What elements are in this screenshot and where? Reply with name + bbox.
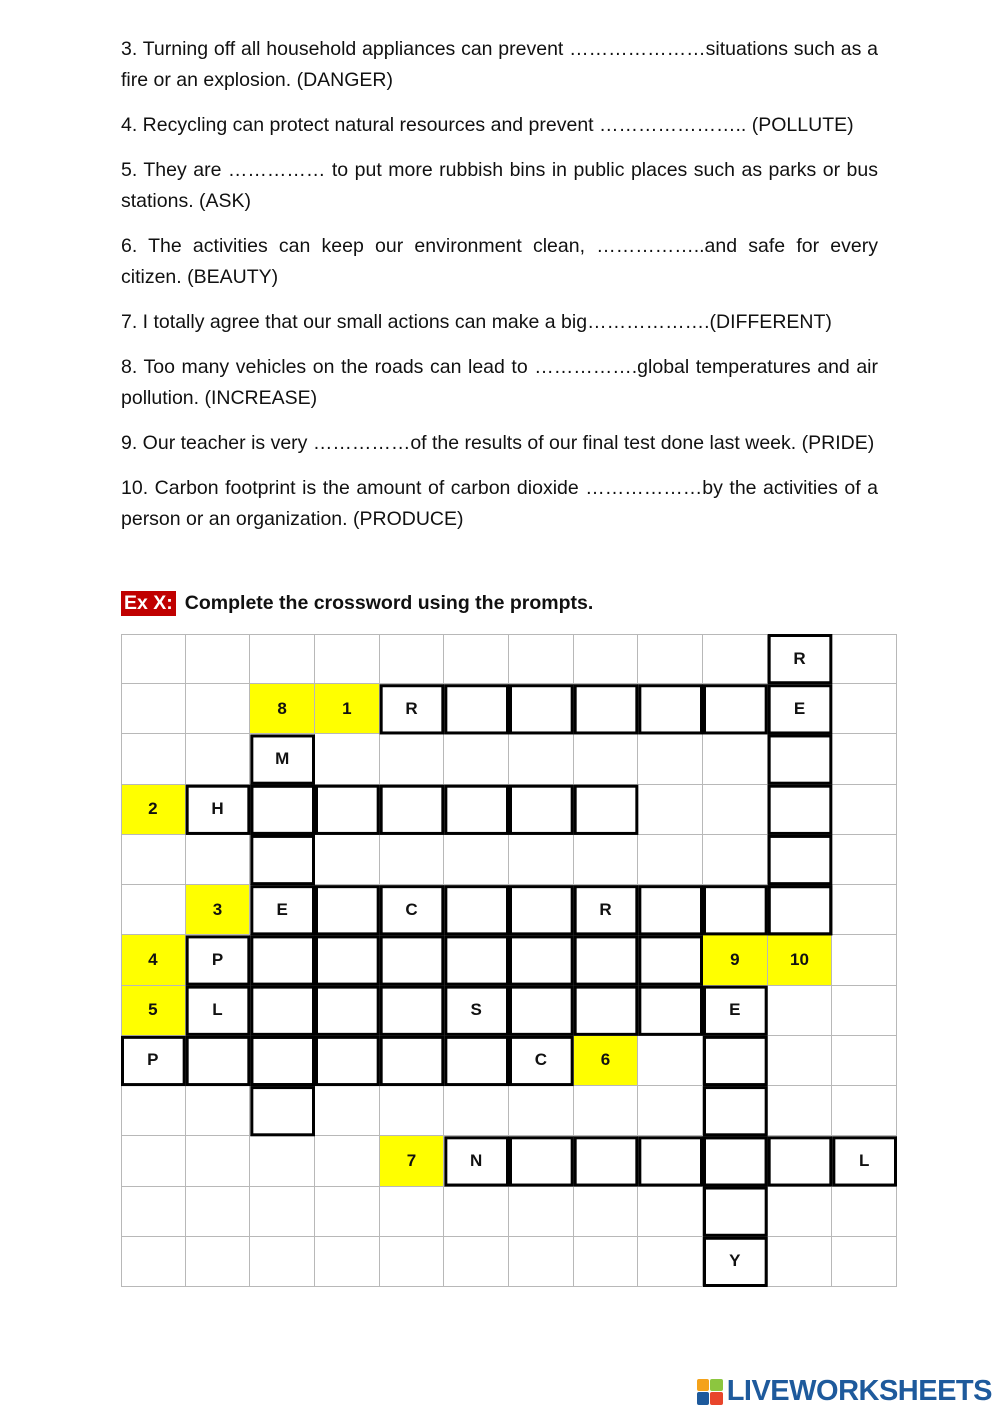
grid-cell	[250, 634, 315, 684]
grid-cell	[509, 1086, 574, 1136]
clue-number-cell: 6	[574, 1036, 639, 1086]
grid-cell	[186, 1187, 251, 1237]
grid-cell	[832, 935, 897, 985]
grid-cell	[574, 1136, 639, 1186]
grid-cell	[186, 835, 251, 885]
grid-cell	[380, 785, 445, 835]
grid-cell	[509, 935, 574, 985]
grid-cell	[315, 885, 380, 935]
grid-cell	[121, 634, 186, 684]
grid-cell	[380, 1086, 445, 1136]
grid-cell	[832, 785, 897, 835]
grid-cell	[121, 885, 186, 935]
grid-cell	[509, 1237, 574, 1287]
grid-cell	[444, 1237, 509, 1287]
letter-cell: E	[250, 885, 315, 935]
grid-cell	[703, 835, 768, 885]
grid-cell	[380, 1187, 445, 1237]
grid-cell	[638, 785, 703, 835]
grid-cell	[638, 684, 703, 734]
grid-cell	[574, 734, 639, 784]
grid-cell	[832, 684, 897, 734]
clue-number-cell: 9	[703, 935, 768, 985]
clue-number-cell: 3	[186, 885, 251, 935]
question-9: 9. Our teacher is very ……………of the results of our final test done last week. (PRIDE)	[121, 432, 875, 454]
grid-cell	[186, 684, 251, 734]
grid-cell	[250, 1136, 315, 1186]
grid-cell	[315, 1136, 380, 1186]
logo-mark-square	[710, 1392, 723, 1405]
grid-cell	[444, 1036, 509, 1086]
grid-cell	[574, 1237, 639, 1287]
grid-cell	[315, 1187, 380, 1237]
grid-cell	[315, 634, 380, 684]
clue-number-cell: 8	[250, 684, 315, 734]
grid-cell	[186, 634, 251, 684]
grid-cell	[832, 734, 897, 784]
grid-cell	[768, 1187, 833, 1237]
clue-number-cell: 7	[380, 1136, 445, 1186]
grid-cell	[574, 835, 639, 885]
grid-cell	[509, 835, 574, 885]
grid-cell	[638, 1237, 703, 1287]
grid-cell	[574, 1187, 639, 1237]
grid-cell	[832, 835, 897, 885]
grid-cell	[768, 835, 833, 885]
grid-cell	[315, 1036, 380, 1086]
grid-cell	[121, 684, 186, 734]
grid-cell	[574, 935, 639, 985]
grid-cell	[444, 1187, 509, 1237]
grid-cell	[509, 1187, 574, 1237]
grid-cell	[574, 684, 639, 734]
grid-cell	[638, 1036, 703, 1086]
clue-number-cell: 5	[121, 986, 186, 1036]
grid-cell	[638, 885, 703, 935]
letter-cell: R	[574, 885, 639, 935]
grid-cell	[444, 634, 509, 684]
grid-cell	[509, 1136, 574, 1186]
grid-cell	[186, 1136, 251, 1186]
grid-cell	[768, 986, 833, 1036]
grid-cell	[832, 634, 897, 684]
grid-cell	[768, 1086, 833, 1136]
grid-cell	[703, 1036, 768, 1086]
grid-cell	[315, 734, 380, 784]
letter-cell: R	[768, 634, 833, 684]
clue-number-cell: 1	[315, 684, 380, 734]
question-6: 6. The activities can keep our environment clean, ……………..and safe for every citizen. (BEAUTY)	[121, 235, 878, 288]
clue-number-cell: 4	[121, 935, 186, 985]
grid-cell	[315, 935, 380, 985]
grid-cell	[703, 885, 768, 935]
question-4: 4. Recycling can protect natural resources and prevent ………………….. (POLLUTE)	[121, 114, 854, 136]
grid-cell	[315, 986, 380, 1036]
grid-cell	[509, 634, 574, 684]
grid-cell	[638, 634, 703, 684]
grid-cell	[638, 1187, 703, 1237]
crossword-grid	[121, 634, 897, 1287]
questions-list	[121, 34, 878, 549]
grid-cell	[444, 1086, 509, 1136]
grid-cell	[768, 1237, 833, 1287]
grid-cell	[380, 935, 445, 985]
logo-mark-square	[697, 1392, 710, 1405]
logo-mark-square	[697, 1379, 710, 1392]
grid-cell	[703, 734, 768, 784]
grid-cell	[703, 1136, 768, 1186]
grid-cell	[121, 1136, 186, 1186]
grid-cell	[832, 1237, 897, 1287]
grid-cell	[768, 1036, 833, 1086]
grid-cell	[768, 785, 833, 835]
grid-cell	[380, 1036, 445, 1086]
grid-cell	[444, 785, 509, 835]
question-8: 8. Too many vehicles on the roads can lead to …………….global temperatures and air pollution. (INCREASE)	[121, 356, 878, 409]
grid-cell	[832, 986, 897, 1036]
question-3: 3. Turning off all household appliances can prevent …………………situations such as a fire or an explosion. (DANGER)	[121, 38, 878, 91]
liveworksheets-logo	[697, 1375, 992, 1408]
grid-cell	[121, 1086, 186, 1136]
exercise-instruction: Complete the crossword using the prompts.	[184, 591, 594, 614]
grid-cell	[832, 1086, 897, 1136]
grid-cell	[574, 986, 639, 1036]
grid-cell	[509, 734, 574, 784]
grid-cell	[121, 835, 186, 885]
exercise-tag: Ex X:	[121, 591, 176, 616]
grid-cell	[250, 835, 315, 885]
grid-cell	[250, 785, 315, 835]
grid-cell	[574, 1086, 639, 1136]
letter-cell: R	[380, 684, 445, 734]
letter-cell: E	[703, 986, 768, 1036]
grid-cell	[250, 1086, 315, 1136]
grid-cell	[121, 1237, 186, 1287]
grid-cell	[121, 1187, 186, 1237]
grid-cell	[186, 734, 251, 784]
grid-cell	[444, 885, 509, 935]
grid-cell	[509, 986, 574, 1036]
logo-text: LIVEWORKSHEETS	[726, 1375, 992, 1407]
grid-cell	[832, 1187, 897, 1237]
grid-cell	[315, 835, 380, 885]
letter-cell: H	[186, 785, 251, 835]
letter-cell: E	[768, 684, 833, 734]
grid-cell	[444, 935, 509, 985]
grid-cell	[638, 935, 703, 985]
grid-cell	[121, 734, 186, 784]
grid-cell	[703, 684, 768, 734]
grid-cell	[703, 1187, 768, 1237]
grid-cell	[186, 1036, 251, 1086]
grid-cell	[574, 785, 639, 835]
grid-cell	[250, 1187, 315, 1237]
grid-cell	[444, 835, 509, 885]
grid-cell	[703, 1086, 768, 1136]
grid-cell	[380, 986, 445, 1036]
grid-cell	[250, 1237, 315, 1287]
grid-cell	[444, 734, 509, 784]
grid-cell	[574, 634, 639, 684]
grid-cell	[250, 1036, 315, 1086]
letter-cell: C	[380, 885, 445, 935]
letter-cell: P	[186, 935, 251, 985]
letter-cell: L	[832, 1136, 897, 1186]
grid-cell	[768, 734, 833, 784]
letter-cell: C	[509, 1036, 574, 1086]
letter-cell: P	[121, 1036, 186, 1086]
grid-cell	[380, 1237, 445, 1287]
grid-cell	[832, 885, 897, 935]
grid-cell	[768, 1136, 833, 1186]
grid-cell	[509, 785, 574, 835]
question-7: 7. I totally agree that our small actions can make a big……………….(DIFFERENT)	[121, 311, 832, 333]
grid-cell	[380, 634, 445, 684]
grid-cell	[509, 684, 574, 734]
grid-cell	[832, 1036, 897, 1086]
grid-cell	[380, 835, 445, 885]
logo-mark-square	[710, 1379, 723, 1392]
grid-cell	[250, 935, 315, 985]
grid-cell	[703, 634, 768, 684]
question-10: 10. Carbon footprint is the amount of carbon dioxide ………………by the activities of a person or an organization. (PRODUCE)	[121, 477, 878, 530]
letter-cell: M	[250, 734, 315, 784]
letter-cell: S	[444, 986, 509, 1036]
grid-cell	[638, 835, 703, 885]
grid-cell	[186, 1237, 251, 1287]
grid-cell	[638, 1136, 703, 1186]
grid-cell	[315, 785, 380, 835]
grid-cell	[444, 684, 509, 734]
grid-cell	[250, 986, 315, 1036]
exercise-heading	[121, 588, 593, 618]
letter-cell: L	[186, 986, 251, 1036]
grid-cell	[186, 1086, 251, 1136]
grid-cell	[638, 1086, 703, 1136]
letter-cell: Y	[703, 1237, 768, 1287]
grid-cell	[380, 734, 445, 784]
letter-cell: N	[444, 1136, 509, 1186]
clue-number-cell: 10	[768, 935, 833, 985]
grid-cell	[638, 734, 703, 784]
grid-cell	[509, 885, 574, 935]
grid-cell	[638, 986, 703, 1036]
grid-cell	[768, 885, 833, 935]
question-5: 5. They are …………… to put more rubbish bins in public places such as parks or bus stations. (ASK)	[121, 159, 878, 212]
clue-number-cell: 2	[121, 785, 186, 835]
logo-mark-icon	[697, 1379, 723, 1405]
grid-cell	[703, 785, 768, 835]
grid-cell	[315, 1237, 380, 1287]
grid-cell	[315, 1086, 380, 1136]
